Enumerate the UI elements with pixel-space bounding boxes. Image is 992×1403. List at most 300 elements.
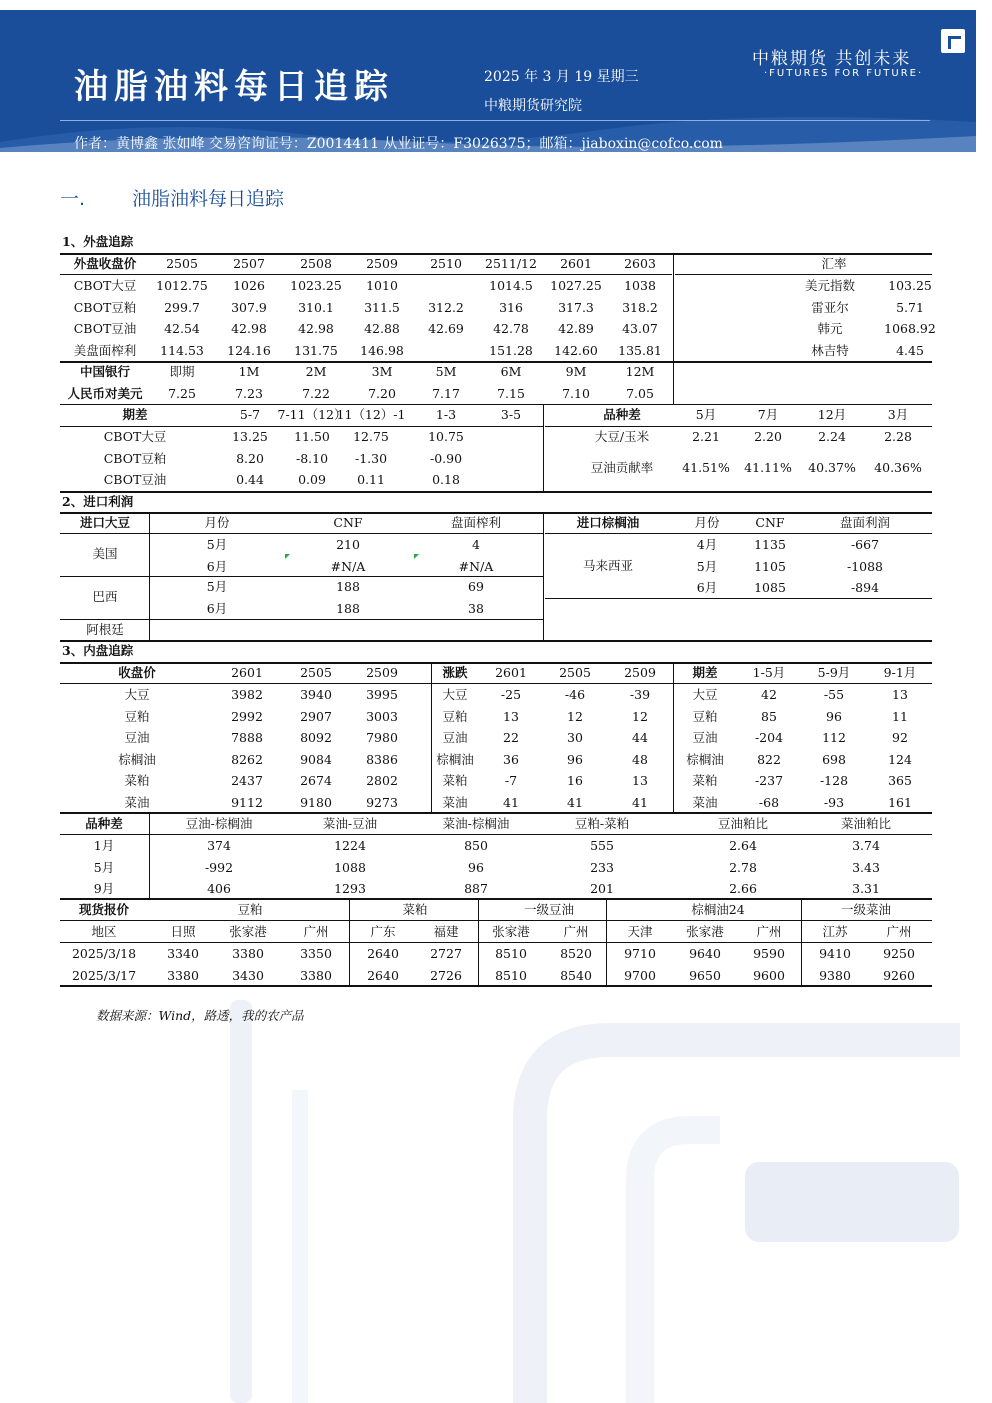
change-cell: 41 bbox=[503, 794, 519, 810]
spread-cell: 13.25 bbox=[232, 429, 268, 444]
outer-cell: 42.98 bbox=[231, 321, 267, 336]
close-cell: 7888 bbox=[231, 730, 263, 745]
variety-spread-cell: 887 bbox=[464, 881, 488, 896]
spread-cell: CBOT豆油 bbox=[103, 472, 167, 487]
variety-spread-cell: 3.43 bbox=[852, 859, 880, 875]
spread-cell: 12.75 bbox=[353, 429, 389, 444]
variety-header-cell: 7月 bbox=[757, 407, 779, 422]
spot-cell: 8520 bbox=[560, 946, 592, 961]
close-cell: 豆油 bbox=[124, 730, 150, 745]
palm-cell: 1105 bbox=[754, 558, 786, 574]
spot-cell: 9600 bbox=[753, 967, 785, 983]
close-cell: 3940 bbox=[300, 687, 332, 702]
spot-subheader-cell: 广东 bbox=[370, 924, 396, 939]
table-rule bbox=[673, 253, 674, 361]
outer-cell: 312.2 bbox=[428, 299, 464, 315]
variety-cell: 40.36% bbox=[874, 460, 922, 475]
outer-cell: 310.1 bbox=[298, 299, 334, 315]
term-cell: 96 bbox=[826, 708, 842, 724]
spot-cell: 9410 bbox=[819, 946, 851, 961]
term-cell: -93 bbox=[823, 794, 845, 810]
term-cell: 124 bbox=[888, 751, 912, 767]
spread-cell: -8.10 bbox=[295, 450, 329, 466]
table-rule bbox=[60, 512, 932, 514]
data-source-note: 数据来源：Wind，路透，我的农产品 bbox=[96, 1008, 304, 1023]
close-cell: 3982 bbox=[231, 687, 263, 702]
term-header-cell: 期差 bbox=[692, 665, 718, 680]
report-date: 2025 年 3 月 19 星期三 bbox=[484, 69, 639, 85]
variety-cell: 2.21 bbox=[692, 429, 720, 444]
change-cell: 13 bbox=[632, 773, 648, 788]
bank-header-cell: 12M bbox=[625, 364, 655, 379]
change-cell: 豆油 bbox=[442, 730, 468, 745]
table-rule bbox=[60, 576, 543, 577]
outer-cell: 114.53 bbox=[160, 342, 204, 358]
import-cell: #N/A bbox=[458, 558, 494, 574]
outer-cell: 307.9 bbox=[231, 299, 267, 315]
term-cell: -237 bbox=[754, 773, 784, 788]
spot-subheader-cell: 广州 bbox=[886, 924, 912, 939]
section-3-label: 3、内盘追踪 bbox=[62, 643, 134, 658]
cell-flag-icon bbox=[414, 554, 419, 559]
term-cell: -55 bbox=[823, 687, 845, 702]
palm-cell: 6月 bbox=[696, 580, 718, 595]
variety-cell: 2.24 bbox=[818, 429, 846, 444]
variety-header-cell: 12月 bbox=[817, 407, 847, 422]
table-rule bbox=[673, 361, 674, 404]
spot-cell: 3380 bbox=[300, 967, 332, 983]
outer-cell: 311.5 bbox=[364, 299, 400, 315]
spot-subheader-cell: 张家港 bbox=[686, 924, 724, 939]
brand-subtitle: ·FUTURES FOR FUTURE· bbox=[764, 68, 924, 79]
import-cell: 188 bbox=[336, 600, 360, 616]
company-logo-icon bbox=[941, 29, 965, 53]
section-heading bbox=[60, 184, 284, 211]
variety-spread-header: 豆油-棕榈油 bbox=[185, 816, 253, 831]
outer-cell: 1012.75 bbox=[156, 278, 208, 293]
change-cell: 30 bbox=[567, 730, 583, 745]
term-cell: 豆粕 bbox=[692, 708, 718, 724]
spot-subheader-cell: 张家港 bbox=[229, 924, 267, 939]
document-title: 油脂油料每日追踪 bbox=[74, 67, 394, 107]
header-banner bbox=[0, 10, 976, 152]
variety-spread-cell: 9月 bbox=[93, 881, 115, 896]
spread-cell: 0.09 bbox=[298, 472, 326, 487]
close-cell: 2802 bbox=[366, 773, 398, 788]
spread-cell: -0.90 bbox=[429, 450, 463, 466]
palm-cell: 4月 bbox=[696, 537, 718, 552]
fx-name: 韩元 bbox=[817, 321, 843, 336]
change-cell: -25 bbox=[500, 687, 522, 702]
outer-cell: CBOT豆油 bbox=[73, 321, 137, 336]
palm-cell: -894 bbox=[850, 580, 880, 595]
outer-cell: 1026 bbox=[233, 278, 265, 293]
spread-header-cell: 5-7 bbox=[239, 407, 261, 422]
table-rule bbox=[675, 274, 932, 275]
bank-header-cell: 5M bbox=[435, 364, 457, 379]
table-rule bbox=[545, 598, 932, 599]
table-rule bbox=[60, 985, 932, 987]
spot-cell: 9250 bbox=[883, 946, 915, 961]
fx-value: 5.71 bbox=[896, 299, 924, 315]
outer-cell: 1014.5 bbox=[489, 278, 533, 293]
change-cell: -7 bbox=[504, 773, 518, 788]
term-cell: 菜油 bbox=[692, 794, 718, 810]
close-cell: 大豆 bbox=[124, 687, 150, 702]
spot-cell: 3350 bbox=[300, 946, 332, 961]
spot-header-cell: 豆粕 bbox=[237, 902, 263, 917]
bank-cell: 7.17 bbox=[432, 386, 460, 401]
spot-subheader-cell: 广州 bbox=[756, 924, 782, 939]
spread-cell: 10.75 bbox=[428, 429, 464, 444]
spread-cell: 0.11 bbox=[357, 472, 385, 487]
palm-header-cell: 进口棕榈油 bbox=[576, 515, 640, 530]
spread-cell: CBOT豆粕 bbox=[103, 450, 167, 466]
outer-cell: 299.7 bbox=[164, 299, 200, 315]
bank-header-cell: 3M bbox=[371, 364, 393, 379]
outer-cell: 42.54 bbox=[164, 321, 200, 336]
spot-header-cell: 棕榈油24 bbox=[691, 902, 745, 917]
outer-cell: 1027.25 bbox=[550, 278, 602, 293]
import-header-cell: 月份 bbox=[204, 515, 230, 530]
variety-header-cell: 3月 bbox=[887, 407, 909, 422]
outer-cell: 42.69 bbox=[428, 321, 464, 336]
import-header-cell: 进口大豆 bbox=[79, 515, 131, 530]
change-cell: 菜粕 bbox=[442, 773, 468, 788]
variety-spread-cell: 201 bbox=[590, 881, 614, 896]
close-header-cell: 收盘价 bbox=[118, 665, 156, 680]
variety-spread-header: 菜油-棕榈油 bbox=[442, 816, 510, 831]
import-cell: 69 bbox=[468, 579, 484, 594]
close-cell: 2437 bbox=[231, 773, 263, 788]
outer-cell: CBOT大豆 bbox=[73, 278, 137, 293]
close-cell: 2992 bbox=[231, 708, 263, 724]
fx-name: 美元指数 bbox=[804, 278, 856, 293]
spot-cell: 3340 bbox=[167, 946, 199, 961]
import-cell: #N/A bbox=[330, 558, 366, 574]
outer-cell: 317.3 bbox=[558, 299, 594, 315]
spread-cell: -1.30 bbox=[354, 450, 388, 466]
outer-cell: 142.60 bbox=[554, 342, 598, 358]
spot-cell: 3380 bbox=[232, 946, 264, 961]
table-rule bbox=[673, 662, 674, 812]
change-cell: 棕榈油 bbox=[436, 751, 474, 767]
spot-cell: 2726 bbox=[430, 967, 462, 983]
variety-spread-header: 菜油-豆油 bbox=[322, 816, 378, 831]
variety-spread-cell: 233 bbox=[590, 859, 614, 875]
outer-header-cell: 外盘收盘价 bbox=[73, 256, 137, 271]
bank-cell: 7.10 bbox=[562, 386, 590, 401]
spot-subheader-cell: 广州 bbox=[563, 924, 589, 939]
palm-cell: 5月 bbox=[696, 558, 718, 574]
import-header-cell: CNF bbox=[333, 515, 363, 530]
variety-spread-cell: 2.66 bbox=[729, 881, 757, 896]
variety-name: 豆油贡献率 bbox=[590, 460, 654, 475]
import-cell: 188 bbox=[336, 579, 360, 594]
variety-spread-cell: 850 bbox=[464, 838, 488, 853]
variety-spread-cell: 3.31 bbox=[852, 881, 880, 896]
palm-header-cell: CNF bbox=[755, 515, 785, 530]
table-rule bbox=[60, 491, 932, 493]
variety-spread-header: 豆粕-菜粕 bbox=[574, 816, 630, 831]
outer-cell: 1010 bbox=[366, 278, 398, 293]
spot-header-cell: 一级菜油 bbox=[840, 902, 892, 917]
change-cell: 96 bbox=[567, 751, 583, 767]
term-header-cell: 5-9月 bbox=[817, 665, 851, 680]
spread-header-cell: 7-11（12） bbox=[277, 407, 347, 422]
spot-cell: 9710 bbox=[624, 946, 656, 961]
palm-cell: 1135 bbox=[754, 537, 786, 552]
bank-header-cell: 1M bbox=[238, 364, 260, 379]
variety-spread-cell: 5月 bbox=[93, 859, 115, 875]
change-cell: 16 bbox=[567, 773, 583, 788]
spot-cell: 2025/3/18 bbox=[71, 946, 137, 961]
outer-header-cell: 2601 bbox=[560, 256, 592, 271]
change-cell: 36 bbox=[503, 751, 519, 767]
bank-cell: 7.22 bbox=[302, 386, 330, 401]
table-rule bbox=[60, 404, 932, 405]
palm-header-cell: 月份 bbox=[694, 515, 720, 530]
fx-header: 汇率 bbox=[821, 256, 847, 271]
bank-cell: 7.15 bbox=[497, 386, 525, 401]
outer-header-cell: 2510 bbox=[430, 256, 462, 271]
table-rule bbox=[545, 426, 932, 427]
variety-header-cell: 品种差 bbox=[603, 407, 641, 422]
close-cell: 9273 bbox=[366, 794, 398, 810]
fx-name: 雷亚尔 bbox=[811, 299, 849, 315]
spot-subheader-cell: 张家港 bbox=[492, 924, 530, 939]
spot-cell: 3430 bbox=[232, 967, 264, 983]
change-header-cell: 2509 bbox=[624, 665, 656, 680]
outer-header-cell: 2508 bbox=[300, 256, 332, 271]
import-header-cell: 盘面榨利 bbox=[450, 515, 502, 530]
spot-cell: 9640 bbox=[689, 946, 721, 961]
outer-header-cell: 2603 bbox=[624, 256, 656, 271]
section-1-label: 1、外盘追踪 bbox=[62, 234, 134, 249]
section-2-label: 2、进口利润 bbox=[62, 494, 134, 509]
table-rule bbox=[543, 512, 544, 640]
outer-cell: 131.75 bbox=[294, 342, 338, 358]
change-cell: 44 bbox=[632, 730, 648, 745]
table-rule bbox=[543, 404, 544, 491]
term-cell: 92 bbox=[892, 730, 908, 745]
term-cell: 85 bbox=[761, 708, 777, 724]
variety-spread-cell: 96 bbox=[468, 859, 484, 875]
term-cell: -128 bbox=[819, 773, 849, 788]
spread-cell: 0.18 bbox=[432, 472, 460, 487]
variety-cell: 41.51% bbox=[682, 460, 730, 475]
change-cell: -46 bbox=[564, 687, 586, 702]
spot-header-cell: 一级豆油 bbox=[523, 902, 575, 917]
term-cell: -204 bbox=[754, 730, 784, 745]
term-cell: 161 bbox=[888, 794, 912, 810]
variety-spread-cell: 1224 bbox=[334, 838, 366, 853]
outer-cell: 135.81 bbox=[618, 342, 662, 358]
brand-slogan: 中粮期货 共创未来 bbox=[752, 49, 912, 69]
table-rule bbox=[60, 683, 932, 684]
spread-header-cell: 期差 bbox=[122, 407, 148, 422]
spread-cell: 11.50 bbox=[294, 429, 330, 444]
bank-header-cell: 中国银行 bbox=[79, 364, 131, 379]
table-rule bbox=[60, 361, 932, 363]
cell-flag-icon bbox=[285, 554, 290, 559]
outer-cell: CBOT豆粕 bbox=[73, 299, 137, 315]
bank-header-cell: 2M bbox=[305, 364, 327, 379]
import-cell: 4 bbox=[472, 537, 480, 552]
outer-cell: 美盘面榨利 bbox=[73, 342, 137, 358]
bank-cell: 人民币对美元 bbox=[67, 386, 143, 401]
variety-spread-cell: 555 bbox=[590, 838, 614, 853]
variety-spread-cell: 1293 bbox=[334, 881, 366, 896]
spot-cell: 9590 bbox=[753, 946, 785, 961]
spread-cell: CBOT大豆 bbox=[103, 429, 167, 444]
variety-spread-cell: 2.64 bbox=[729, 838, 757, 853]
outer-cell: 42.78 bbox=[493, 321, 529, 336]
term-cell: 112 bbox=[822, 730, 846, 745]
close-cell: 棕榈油 bbox=[118, 751, 156, 767]
term-cell: 棕榈油 bbox=[686, 751, 724, 767]
bank-header-cell: 9M bbox=[565, 364, 587, 379]
variety-cell: 41.11% bbox=[744, 460, 792, 475]
close-cell: 8262 bbox=[231, 751, 263, 767]
bank-cell: 7.20 bbox=[368, 386, 396, 401]
change-header-cell: 2601 bbox=[495, 665, 527, 680]
spread-cell: 0.44 bbox=[236, 472, 264, 487]
fx-name: 林吉特 bbox=[811, 342, 849, 358]
outer-cell: 43.07 bbox=[622, 321, 658, 336]
table-rule bbox=[545, 533, 932, 534]
variety-spread-cell: 374 bbox=[207, 838, 231, 853]
close-header-cell: 2505 bbox=[300, 665, 332, 680]
term-cell: 13 bbox=[892, 687, 908, 702]
term-cell: 菜粕 bbox=[692, 773, 718, 788]
table-rule bbox=[60, 640, 932, 642]
change-header-cell: 涨跌 bbox=[442, 665, 468, 680]
close-cell: 8386 bbox=[366, 751, 398, 767]
outer-cell: 318.2 bbox=[622, 299, 658, 315]
outer-cell: 151.28 bbox=[489, 342, 533, 358]
change-header-cell: 2505 bbox=[559, 665, 591, 680]
variety-spread-header: 豆油粕比 bbox=[717, 816, 769, 831]
change-cell: 13 bbox=[503, 708, 519, 724]
spot-cell: 8540 bbox=[560, 967, 592, 983]
variety-spread-cell: 1088 bbox=[334, 859, 366, 875]
variety-spread-cell: 2.78 bbox=[729, 859, 757, 875]
close-cell: 9180 bbox=[300, 794, 332, 810]
close-cell: 9084 bbox=[300, 751, 332, 767]
close-cell: 菜油 bbox=[124, 794, 150, 810]
outer-header-cell: 2505 bbox=[166, 256, 198, 271]
term-header-cell: 9-1月 bbox=[883, 665, 917, 680]
term-cell: 11 bbox=[892, 708, 908, 724]
variety-spread-cell: -992 bbox=[204, 859, 234, 875]
spot-cell: 9380 bbox=[819, 967, 851, 983]
table-rule bbox=[60, 533, 543, 534]
close-cell: 豆粕 bbox=[124, 708, 150, 724]
close-header-cell: 2509 bbox=[366, 665, 398, 680]
change-cell: 22 bbox=[503, 730, 519, 745]
spot-cell: 2640 bbox=[367, 967, 399, 983]
close-cell: 3003 bbox=[366, 708, 398, 724]
variety-header-cell: 5月 bbox=[695, 407, 717, 422]
section-title: 油脂油料每日追踪 bbox=[132, 188, 285, 210]
bank-cell: 7.23 bbox=[235, 386, 263, 401]
table-rule bbox=[149, 812, 150, 898]
spot-cell: 3380 bbox=[167, 967, 199, 983]
spot-header-cell: 现货报价 bbox=[78, 902, 130, 917]
spot-cell: 2727 bbox=[430, 946, 462, 961]
palm-header-cell: 盘面利润 bbox=[839, 515, 891, 530]
outer-cell: 1038 bbox=[624, 278, 656, 293]
variety-cell: 2.20 bbox=[754, 429, 782, 444]
variety-spread-cell: 1月 bbox=[93, 838, 115, 853]
outer-cell: 316 bbox=[499, 299, 523, 315]
term-cell: 822 bbox=[757, 751, 781, 767]
variety-spread-cell: 406 bbox=[207, 881, 231, 896]
fx-value: 4.45 bbox=[896, 342, 924, 358]
change-cell: 41 bbox=[567, 794, 583, 810]
spot-cell: 9700 bbox=[624, 967, 656, 983]
term-cell: 大豆 bbox=[692, 687, 718, 702]
table-rule bbox=[60, 812, 932, 814]
table-rule bbox=[60, 834, 932, 835]
close-cell: 菜粕 bbox=[124, 773, 150, 788]
term-cell: -68 bbox=[758, 794, 780, 810]
spot-subheader-cell: 天津 bbox=[627, 924, 653, 939]
close-cell: 8092 bbox=[300, 730, 332, 745]
bank-header-cell: 6M bbox=[500, 364, 522, 379]
table-rule bbox=[60, 274, 672, 275]
table-rule bbox=[60, 253, 932, 255]
bank-header-cell: 即期 bbox=[169, 364, 195, 379]
variety-cell: 40.37% bbox=[808, 460, 856, 475]
import-cell: 5月 bbox=[206, 579, 228, 594]
outer-cell: 124.16 bbox=[227, 342, 271, 358]
palm-cell: 1085 bbox=[754, 580, 786, 595]
spot-cell: 9650 bbox=[689, 967, 721, 983]
variety-cell: 2.28 bbox=[884, 429, 912, 444]
close-cell: 9112 bbox=[231, 794, 263, 810]
outer-cell: 42.98 bbox=[298, 321, 334, 336]
outer-cell: 42.89 bbox=[558, 321, 594, 336]
author-info: 作者：黄博鑫 张如峰 交易咨询证号：Z0014411 从业证号：F3026375；邮箱：jiaboxin@cofco.com bbox=[74, 136, 723, 152]
table-rule bbox=[60, 942, 932, 943]
spot-subheader-cell: 日照 bbox=[170, 924, 196, 939]
spread-header-cell: 1-3 bbox=[435, 407, 457, 422]
term-cell: 42 bbox=[761, 687, 777, 702]
banner-divider bbox=[60, 120, 930, 121]
change-cell: 41 bbox=[632, 794, 648, 810]
close-header-cell: 2601 bbox=[231, 665, 263, 680]
section-number: 一. bbox=[60, 188, 86, 210]
import-cell: 6月 bbox=[206, 600, 228, 616]
table-rule bbox=[60, 662, 932, 664]
change-cell: 豆粕 bbox=[442, 708, 468, 724]
spot-cell: 2025/3/17 bbox=[71, 967, 137, 983]
import-country: 巴西 bbox=[92, 589, 118, 604]
outer-header-cell: 2507 bbox=[233, 256, 265, 271]
fx-value: 103.25 bbox=[888, 278, 932, 293]
table-rule bbox=[60, 619, 543, 620]
term-header-cell: 1-5月 bbox=[752, 665, 786, 680]
outer-cell: 1023.25 bbox=[290, 278, 342, 293]
spread-cell: 8.20 bbox=[236, 450, 264, 466]
import-country: 美国 bbox=[92, 546, 118, 561]
bank-cell: 7.25 bbox=[168, 386, 196, 401]
term-cell: 365 bbox=[888, 773, 912, 788]
variety-spread-cell: 3.74 bbox=[852, 838, 880, 853]
change-cell: 48 bbox=[632, 751, 648, 767]
